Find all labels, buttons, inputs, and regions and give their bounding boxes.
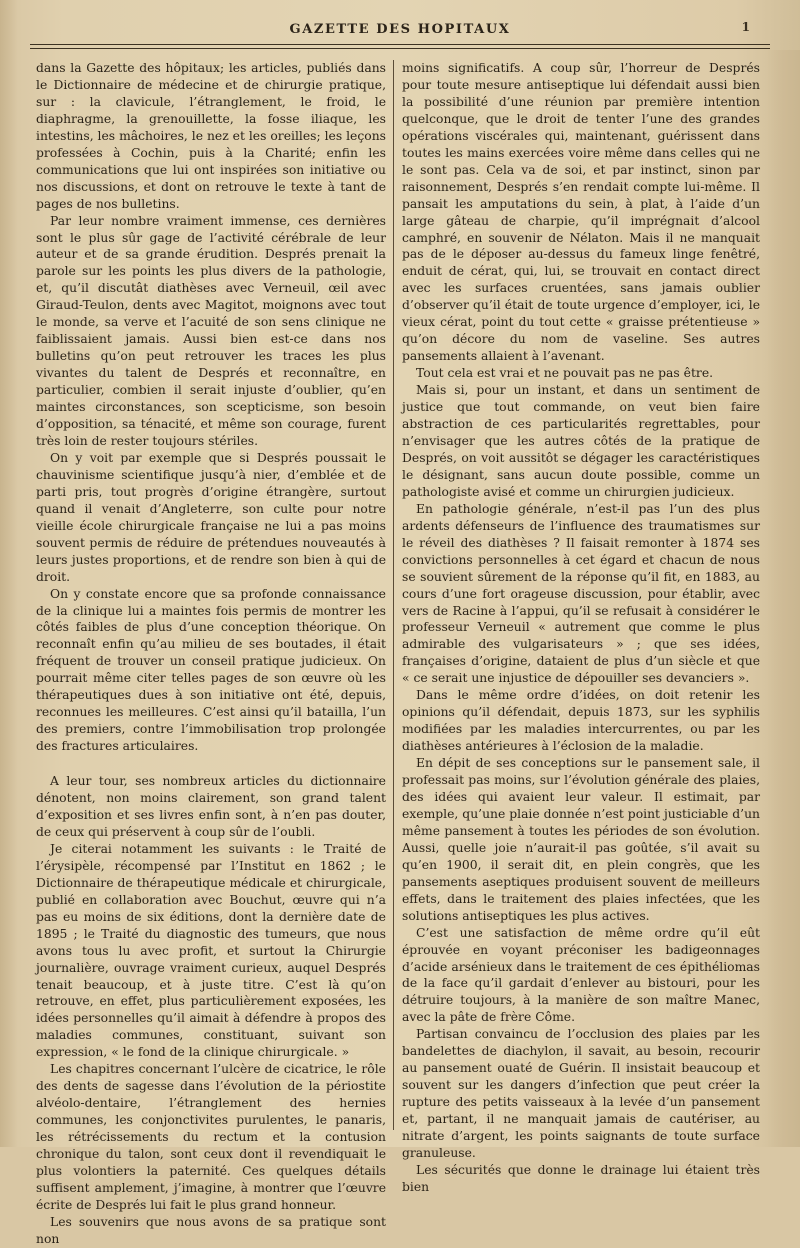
paragraph: Les sécurités que donne le drainage lui étaient très bien [402,1162,760,1194]
left-text-column [36,60,386,1248]
paragraph: A leur tour, ses nombreux articles du dictionnaire dénotent, non moins clairement, son grand talent d’exposition et ses livres enfin sont, à n’en pas douter, de ceux qui préservent à coup sûr de l’oubli. [36,774,386,839]
paragraph: dans la Gazette des hôpitaux; les articles, publiés dans le Dictionnaire de médecine et de chirurgie pratique, sur : la clavicule, l’étranglement, le froid, le diaphragme, la grenouillette, la fosse iliaque, les intestins, les mâchoires, le nez et les oreilles; les leçons professées à Cochin, puis à la Charité; enfin les communications que lui ont inspirées son initiative ou nos discussions, et dont on retrouve le texte à tant de pages de nos bulletins. [36,61,386,211]
page-edge-shadow-right [766,50,800,1147]
header-rule-thin [30,48,770,49]
paragraph: En dépit de ses conceptions sur le pansement sale, il professait pas moins, sur l’évolution générale des plaies, des idées qui avaient leur valeur. Il estimait, par exemple, qu’une plaie donnée n’est point justiciable d’un même pansement à toutes les périodes de son évolution. Aussi, quelle joie n’aurait-il pas goûtée, s’il avait su qu’en 1900, il serait dit, en plein congrès, que les pansements aseptiques produisent souvent de meilleurs effets, dans le traitement des plaies infectées, que les solutions antiseptiques les plus actives. [402,756,760,923]
paragraph: Je citerai notamment les suivants : le Traité de l’érysipèle, récompensé par l’Institut en 1862 ; le Dictionnaire de thérapeutique médicale et chirurgicale, publié en collaboration avec Bouchut, œuvre qui n’a pas eu moins de six éditions, dont la dernière date de 1895 ; le Traité du diagnostic des tumeurs, que nous avons tous lu avec profit, et surtout la Chirurgie journalière, ouvrage vraiment curieux, auquel Després tenait beaucoup, et à juste titre. C’est là qu’on retrouve, en effet, plus particulièrement exposées, les idées personnelles qu’il aimait à défendre à propos des maladies communes, constituant, suivant son expression, « le fond de la clinique chirurgicale. » [36,841,386,1060]
page-number: 1 [741,20,750,34]
paragraph: C’est une satisfaction de même ordre qu’il eût éprouvée en voyant préconiser les badigeonnages d’acide arsénieux dans le traitement de ces épithéliomas de la face qu’il gardait d’enlever au bistouri, pour les détruire toujours, à la manière de son maître Manec, avec la pâte de frère Côme. [402,925,760,1025]
paragraph: Mais si, pour un instant, et dans un sentiment de justice que tout commande, on veut bien faire abstraction de ces particularités regrettables, pour n’envisager que les autres côtés de la pratique de Després, on voit aussitôt se dégager les caractéristiques le désignant, sans aucun doute possible, comme un pathologiste avisé et comme un chirurgien judicieux. [402,383,760,499]
paragraph: Partisan convaincu de l’occlusion des plaies par les bandelettes de diachylon, il savait, au besoin, recourir au pansement ouaté de Guérin. Il insistait beaucoup et souvent sur les dangers d’infection que peut créer la rupture des petits vaisseaux à la levée d’un pansement et, partant, il ne manquait jamais de cautériser, au nitrate d’argent, les points saignants de toute surface granuleuse. [402,1027,760,1160]
paragraph: On y constate encore que sa profonde connaissance de la clinique lui a maintes fois permis de montrer les côtés faibles de plus d’une conception théorique. On reconnaît enfin qu’au milieu de ses boutades, il était fréquent de trouver un conseil pratique judicieux. On pourrait même citer telles pages de son œuvre où les thérapeutiques dues à son initiative ont été, depuis, reconnues les meilleures. C’est ainsi qu’il batailla, l’un des premiers, contre l’immobilisation trop prolongée des fractures articulaires. [36,586,386,754]
paragraph: Tout cela est vrai et ne pouvait pas ne pas être. [416,366,714,381]
section-gap [36,755,386,773]
paragraph: moins significatifs. A coup sûr, l’horreur de Després pour toute mesure antiseptique lui défendait aussi bien la possibilité d’une réunion par première intention quelconque, que le droit de tenter l’une des grandes opérations viscérales qui, maintenant, guérissent dans toutes les mains exercées voire même dans celles qui ne le sont pas. Cela va de soi, et par instinct, sinon par raisonnement, Després s’en rendait compte lui-même. Il pansait les amputations du sein, à plat, à l’aide d’un large gâteau de charpie, qu’il imprégnait d’alcool camphré, en souvenir de Nélaton. Mais il ne manquait pas de le déposer au-dessus du fameux linge fenêtré, enduit de cérat, qui, lui, se trouvait en contact direct avec les surfaces cruentées, sans jamais oublier d’observer qu’il était de toute urgence d’employer, ici, le vieux cérat, point du tout cette « graisse prétentieuse » qu’on décore du nom de vaseline. Ses autres pansements allaient à l’avenant. [402,61,760,364]
page-edge-shadow-left [0,0,18,1147]
header-rule-thick [30,44,770,45]
paragraph: Dans le même ordre d’idées, on doit retenir les opinions qu’il défendait, depuis 1873, sur les syphilis modifiées par les maladies intercurrentes, ou par les diathèses antérieures à l’éclosion de la maladie. [402,688,760,754]
paragraph: Par leur nombre vraiment immense, ces dernières sont le plus sûr gage de l’activité cérébrale de leur auteur et de sa grande érudition. Després prenait la parole sur les points les plus divers de la pathologie, et, qu’il discutât diathèses avec Verneuil, œil avec Giraud-Teulon, dents avec Magitot, moignons avec tout le monde, sa verve et l’acuité de son sens clinique ne faiblissaient jamais. Aussi bien est-ce dans nos bulletins qu’on peut retrouver les traces les plus vivantes du talent de Després et reconnaître, en particulier, combien il serait injuste d’oublier, qu’en maintes circonstances, son scepticisme, son besoin d’opposition, sa ténacité, et même son courage, furent très loin de rester toujours stériles. [36,213,386,448]
column-divider [393,60,394,1130]
paragraph: En pathologie générale, n’est-il pas l’un des plus ardents défenseurs de l’influence des traumatismes sur le réveil des diathèses ? Il faisait remonter à 1874 ses convictions personnelles à cet égard et chacun de nous se souvient sûrement de la réponse qu’il fit, en 1883, au cours d’une fort orageuse discussion, pour établir, avec vers de Racine à l’appui, qu’il se refusait à considérer le professeur Verneuil « autrement que comme le plus admirable des vulgarisateurs » ; que ses idées, françaises d’origine, dataient de plus d’un siècle et que « ce serait une injustice de dépouiller ses devanciers ». [402,501,760,686]
running-header [0,18,800,40]
header-title: GAZETTE DES HOPITAUX [289,22,511,37]
paragraph: On y voit par exemple que si Després poussait le chauvinisme scientifique jusqu’à nier, d’emblée et de parti pris, tout progrès d’origine étrangère, surtout quand il venait d’Angleterre, son culte pour notre vieille école chirurgicale française ne lui a pas moins souvent permis de réduire de prétendues nouveautés à leurs justes proportions, et de rendre son bien à qui de droit. [36,450,386,584]
right-text-column [402,60,760,1196]
paragraph: Les chapitres concernant l’ulcère de cicatrice, le rôle des dents de sagesse dans l’évolution de la périostite alvéolo-dentaire, l’étranglement des hernies communes, les conjonctivites purulentes, le panaris, les rétrécissements du rectum et la contusion chronique du talon, sont ceux dont il revendiquait le plus volontiers la paternité. Ces quelques détails suffisent amplement, j’imagine, à montrer que l’œuvre écrite de Després lui fait le plus grand honneur. [36,1062,386,1212]
paragraph: Les souvenirs que nous avons de sa pratique sont non [36,1214,386,1246]
